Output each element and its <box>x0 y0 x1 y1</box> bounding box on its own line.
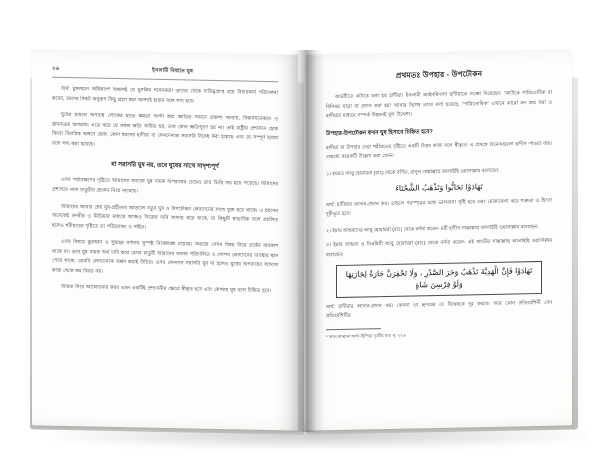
right-page <box>306 49 572 430</box>
arabic-quote: تَهَادَوْا تَحَابُّوا وَتَذْهَبُ الشَّحْنَاءَ <box>395 182 483 194</box>
numbered-item: ৩। ইমাম আহমদ ও তিরমিযী আবু হোরায়রা (রাঃ) থেকে বর্ণনা করেন- এই জাতীয় সাল্লাল্লাহু আলাইহি ওয়াসাল্লাম বলেছেন: <box>326 238 552 259</box>
translation: অর্থ: হাদীয়ার আদান-প্রদান কর। তাহলে পরস্পরের মধ্যে ভালবাসা সৃষ্টি হবে এবং মোকাবেলা করে শত্রুতা ও হিংসা দূরীভূত হবে। <box>326 198 552 218</box>
right-page-content <box>306 49 572 430</box>
numbered-item: ১। হযরত আবু হোরায়রা (রাঃ) থেকে বর্ণিত, রাসূল সাল্লাল্লাহু আলাইহি ওয়াসাল্লাম বলেছেন: <box>326 168 500 178</box>
running-title-left: ইসলামী বিধানে ঘুষ <box>152 67 194 75</box>
arabic-quote: تَهَادَوْا فَإِنَّ الْهَدِيَّةَ تَذْهَبُ وَحَرَ الصَّدْرِ ، وَلَا تَحْقِرَنَّ جَارَةٌ لِجَارَتِهَا وَلَوْ فِرْسِنَ شَاةٍ <box>336 261 542 297</box>
right-page-subheading: উপহার-উপঢৌকন কখন ঘুষ হিসাবে চিহ্নিত হবে? <box>326 128 433 137</box>
paragraph: আমাদের আবার প্রায় ঘুষ-গ্রহীতার আড়ালে নতুন ঘুষ ও উপঢৌকন লেনদেনের সাথে যুক্ত হয়ে থাকে। এ ধরনের অনেকেই তদবীর ও মিডিয়ার মাধ্যমে আজও নিজের দাবি আদায় করে থাকে, যা কিছুটি স্বাভাবিক বলে প্রচলিত হলেও শরীয়তের দৃষ্টিতে তা পরিত্যাজ্য ও গর্হিত। <box>52 204 278 231</box>
open-book <box>18 22 584 442</box>
footnote: * আল রাব্বানা আল-হিন্দিয়া তৃতীয় খণ্ড পৃ: ২২৬ <box>326 332 406 340</box>
translation: অর্থ: হাদীয়ার আদান-প্রদান কর। কেননা তা হৃদয়ের যে বিদ্বেষকে দূর করবে। আর কোন প্রতিবেশিনী যেন প্রতিবেশিনীর <box>326 300 552 320</box>
footnote-separator <box>326 328 381 330</box>
page-number-left: ২৬ <box>52 65 60 72</box>
numbered-item: ২। ইমাম আহমাদের আবু হোরায়রা (রাঃ) থেকে বর্ণনা করেন- মরী হাদীস সাল্লাল্লাহু আলাইহি ওয়াসাল্লাম বলেছেন: <box>326 224 539 234</box>
left-page-subheading: যা সরাসরি ঘুষ নয়, তবে ঘুষের সাথে সাদৃশ্যপূর্ণ <box>111 162 219 171</box>
paragraph: হাদীয়া বা উপহার দেয়া শরীয়তের দৃষ্টিতে একটি উত্তম কাজ বলে স্বীকৃত। এ প্রসঙ্গে অনেকগুলো হাদীস পাওয়া যায়। তন্মধ্যে কয়েকটি উল্লেখ করা যেমন: <box>326 141 552 161</box>
book-spine-gutter <box>290 50 324 432</box>
left-page-content <box>32 49 298 430</box>
chapter-title: প্রথমতঃ উপহার - উপঢৌকন <box>395 69 483 80</box>
paragraph: ঘুষের মামলে অপরাধ লোকের হাতে ক্ষমতা অর্পণ করা জাতির সামনে প্রকাশ্য অন্যায়, বিশ্বাসঘাতকতা ও জঘন্যতম অপরাধ। এতে করে যে সকল ক্ষতি সাধিত হয়, তার কোন ক্ষতিপূরণ হয় না। তাই রাষ্ট্রীয় প্রশাসনে হোক কিংবা বিচারিক অঙ্গনে হোক, কোন ধরনের হাদীয়া বা লেনদেনকে সরাসরি নিষেধ করা হয়েছে এবং তা সম্পূর্ণ হারাম বলে গণ্য করা হয়েছে। <box>52 113 278 148</box>
paragraph: আরবীতে এটাকে বলা হয় হাদীয়া। ইসলামী আইনবিদগণ হাদীয়াকে সংজ্ঞা দিয়েছেন: "কাউকে পারিতোষিক বা বিনিময় ছাড়া যা প্রদান করা হয়" আবার বিশেষ ভাবে বলা হয়েছে, "পারিতোষিক" এখানে কারো মন জয় করা ও হাদীয়ার মাধ্যমে সম্পর্ক উন্নয়নই মূল উদ্দেশ্য। <box>326 90 552 120</box>
left-running-head <box>52 66 278 83</box>
paragraph: এসব পর্যবেক্ষণের দৃষ্টিতে আমাদের সমাজে ঘুষ নামক অপরাধের চেয়েও তার ভিত্তি বড় হয়ে পড়েছে। আমাদের প্রশাসনে নানা চাতুরীর প্রচলন নিয়ে নামেছে। <box>52 178 278 195</box>
paragraph: অর্থ: মুসলমান অধিকাংশ অঞ্চলই যে মুসলিম শাসনকর্তা তাদের থেকে দায়িত্বপ্রাপ্ত হয়ে বিচারকার্য পরিচালনা করেন, তাদের নিকট অনুরূপ কিছু গ্রহণ করা অবশ্যই হারাম বলে গণ্য হবে। <box>52 86 278 105</box>
left-page <box>32 49 298 430</box>
paragraph: এসব বিষয়ে কুরআন ও সুন্নাহর বর্ণনায় সুস্পষ্ট নিষেধাজ্ঞা রয়েছে। সমাজে সেসব বিষয় নিয়ে তর্কের অবকাশ থাকে না। তবে ঘুষ নামক অর্থ দাবি করে যেসব চাতুরী আমাদের সমাজ পরিচালিত ও গোপন লেনদেনের ব্যবস্থায় স্থান পেয়ে থাকে, তেমনি লেনদেনকে বর্জন করাই উচিত। এসব লেনদেন সরাসরি ঘুষ না হলেও ঘুষের অপরাধের আদলে কাজ থেকে কম বিরত নয়। <box>52 240 278 275</box>
paragraph: আমরা নিচে আলোচনার করব এমন একটিই প্রশংসনীয় ক্ষেত্রে স্বীকৃত হবে এবং কোথায় ঘুষ বলে চিহ্নিত হবে। <box>61 285 272 295</box>
